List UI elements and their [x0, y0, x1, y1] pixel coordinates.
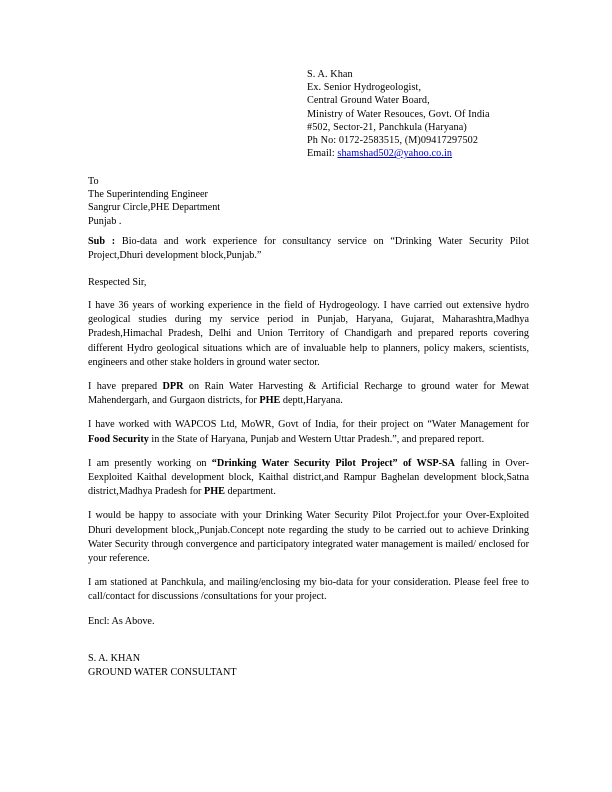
sender-email-link[interactable]: shamshad502@yahoo.co.in [337, 148, 453, 160]
run-text: department. [224, 486, 276, 498]
emphasis-text: Food Security [88, 433, 149, 445]
run-text: on Rain Water Harvesting & Artificial Recharge to ground water for Mewat Mahendergarh, and Gurgaon districts, for [88, 381, 530, 407]
run-text: in the State of Haryana, Punjab and Western Uttar Pradesh.”, and prepared report. [148, 433, 485, 445]
run-text: I have worked with WAPCOS Ltd, MoWR, Govt of India, for their project on “Water Management for [88, 419, 529, 431]
salutation: Respected Sir, [88, 277, 147, 288]
run-text: I am stationed at Panchkula, and mailing/enclosing my bio-data for your consideration. Please feel free to call/contact for discussions /consultations for your project. [88, 577, 529, 603]
sender-email-row [307, 147, 567, 160]
run-text: falling in Over-Eexploited Kaithal development block, Kaithal district,and Rampur Baghelan development block,Satna district,Madhya Pradesh for [88, 457, 529, 498]
sender-name: S. A. Khan [307, 69, 353, 80]
sender-address-block [307, 68, 567, 160]
emphasis-text: DPR [162, 381, 184, 393]
body-paragraph-4 [88, 457, 529, 500]
body-paragraph-3 [88, 418, 529, 446]
recipient-designation: The Superintending Engineer [88, 189, 208, 201]
enclosure-note: Encl: As Above. [88, 616, 155, 627]
sender-ministry: Ministry of Water Resouces, Govt. Of India [307, 108, 490, 120]
sender-designation: Ex. Senior Hydrogeologist, [307, 82, 422, 94]
run-text: I am presently working on [88, 457, 212, 469]
subject-text: Bio-data and work experience for consultancy service on “Drinking Water Security Pilot Project,Dhuri development block,Punjab.” [88, 236, 529, 261]
emphasis-text: “Drinking Water Security Pilot Project” of WSP-SA [211, 457, 456, 469]
sender-phone: Ph No: 0172-2583515, (M)09417297502 [307, 135, 479, 147]
signature-title: GROUND WATER CONSULTANT [88, 666, 237, 678]
letter-body [88, 299, 529, 618]
body-paragraph-2 [88, 380, 529, 408]
recipient-to-label: To [88, 176, 99, 187]
body-paragraph-5 [88, 509, 529, 566]
emphasis-text: PHE [204, 486, 225, 498]
emphasis-text: PHE [259, 395, 281, 407]
run-text: I have prepared [88, 381, 163, 393]
body-paragraph-1 [88, 299, 529, 370]
run-text: I have 36 years of working experience in the field of Hydrogeology. I have carried out extensive hydro geological studies during my service period in Punjab, Haryana, Gujarat, Maharashtra,Madhya Pradesh,Himachal Pradesh, Delhi and Union Territory of Chandigarh and prepared reports covering different Hydro geological situations which are of invaluable help to planners, policy makers, scientists, engineers and other stake holders in ground water sector. [88, 300, 529, 368]
recipient-address-block [88, 175, 388, 228]
recipient-department: Sangrur Circle,PHE Department [88, 202, 221, 214]
subject-line [88, 235, 529, 262]
body-paragraph-6 [88, 576, 529, 604]
sender-street-address: #502, Sector-21, Panchkula (Haryana) [307, 121, 467, 133]
signature-name: S. A. KHAN [88, 653, 141, 664]
subject-label: Sub : [88, 236, 116, 247]
sender-organization: Central Ground Water Board, [307, 95, 430, 107]
signature-block [88, 652, 237, 679]
recipient-state: Punjab . [88, 215, 122, 227]
run-text: I would be happy to associate with your Drinking Water Security Pilot Project.for your Over-Exploited Dhuri development block,,Punjab.Concept note regarding the study to be carried out to achieve Drinking Water Security through convergence and participatory integrated water management is mailed/ enclosed for your reference. [88, 510, 529, 565]
email-label: Email: [307, 148, 338, 160]
run-text: deptt,Haryana. [280, 395, 343, 407]
